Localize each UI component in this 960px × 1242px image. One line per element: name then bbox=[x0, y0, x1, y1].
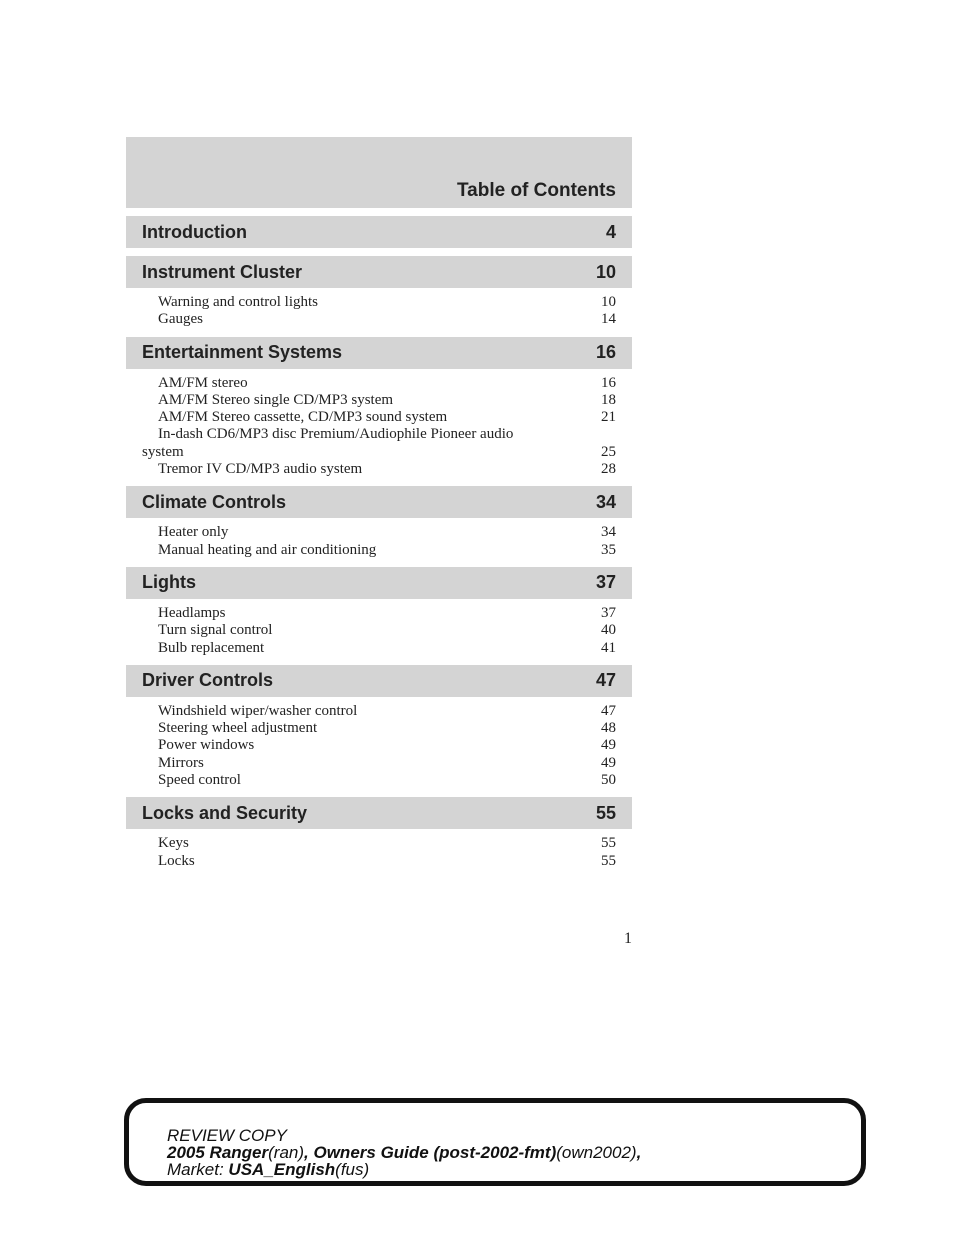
toc-entry[interactable] bbox=[158, 772, 616, 789]
toc-entry-page: 14 bbox=[601, 311, 616, 328]
toc-entry-label: Gauges bbox=[158, 311, 203, 328]
toc-section-page: 16 bbox=[595, 342, 616, 363]
toc-entries bbox=[126, 518, 632, 559]
toc-entry-label: Steering wheel adjustment bbox=[158, 720, 318, 737]
toc-section-header[interactable] bbox=[126, 567, 632, 599]
table-of-contents bbox=[126, 137, 632, 870]
review-market-code: (fus) bbox=[335, 1160, 370, 1179]
toc-entry-label: Keys bbox=[158, 835, 189, 852]
toc-entries bbox=[126, 288, 632, 329]
toc-section-title: Climate Controls bbox=[142, 491, 287, 512]
review-model-code: (ran) bbox=[268, 1143, 305, 1162]
toc-entry-label: Tremor IV CD/MP3 audio system bbox=[158, 461, 363, 478]
toc-entry-continued[interactable] bbox=[142, 444, 616, 461]
toc-entry[interactable] bbox=[158, 524, 616, 541]
toc-entry[interactable] bbox=[158, 409, 616, 426]
toc-entry[interactable] bbox=[158, 605, 616, 622]
toc-entry-label: Locks bbox=[158, 852, 195, 869]
review-sep2: , bbox=[636, 1143, 642, 1162]
toc-entry-page: 10 bbox=[601, 294, 616, 310]
toc-entries bbox=[126, 829, 632, 870]
toc-entry[interactable] bbox=[158, 311, 616, 328]
toc-section-page: 34 bbox=[595, 491, 616, 512]
toc-section-title: Entertainment Systems bbox=[142, 342, 343, 363]
toc-entries bbox=[126, 697, 632, 789]
toc-sections bbox=[126, 216, 632, 870]
toc-entry-page: 47 bbox=[601, 702, 616, 719]
toc-entry[interactable] bbox=[158, 737, 616, 754]
toc-entry-page: 55 bbox=[601, 852, 616, 869]
toc-section-page: 55 bbox=[595, 802, 616, 823]
review-model-line bbox=[167, 1144, 641, 1161]
toc-entry-page: 49 bbox=[601, 754, 616, 771]
toc-entries bbox=[126, 599, 632, 657]
toc-section bbox=[126, 486, 632, 559]
toc-entry[interactable] bbox=[158, 426, 616, 443]
review-guide-code: (own2002) bbox=[556, 1143, 637, 1162]
toc-entry-page: 37 bbox=[601, 604, 616, 621]
toc-entry-label-continued: system bbox=[142, 443, 184, 460]
toc-section-title: Introduction bbox=[142, 221, 247, 242]
page-title: Table of Contents bbox=[456, 180, 616, 201]
toc-entry[interactable] bbox=[158, 835, 616, 852]
review-copy-box bbox=[124, 1098, 866, 1186]
toc-entry-label: AM/FM Stereo cassette, CD/MP3 sound system bbox=[158, 409, 448, 426]
toc-entry[interactable] bbox=[158, 392, 616, 409]
toc-section-header[interactable] bbox=[126, 337, 632, 369]
review-model: 2005 Ranger bbox=[167, 1143, 269, 1162]
toc-section-header[interactable] bbox=[126, 797, 632, 829]
toc-section-title: Lights bbox=[142, 572, 196, 593]
toc-entry-label: In-dash CD6/MP3 disc Premium/Audiophile Pioneer audio bbox=[158, 426, 514, 443]
toc-entry-page: 28 bbox=[601, 461, 616, 478]
toc-section bbox=[126, 337, 632, 479]
toc-entry-label: Bulb replacement bbox=[158, 639, 265, 656]
toc-entry-page: 55 bbox=[601, 835, 616, 852]
toc-entry[interactable] bbox=[158, 640, 616, 657]
toc-section-header[interactable] bbox=[126, 665, 632, 697]
toc-entry[interactable] bbox=[158, 294, 616, 311]
toc-entry-label: Turn signal control bbox=[158, 622, 273, 639]
toc-entry[interactable] bbox=[158, 375, 616, 392]
toc-section bbox=[126, 216, 632, 248]
toc-section bbox=[126, 797, 632, 870]
toc-entry-page: 41 bbox=[601, 639, 616, 656]
toc-section bbox=[126, 567, 632, 657]
toc-section-page: 4 bbox=[605, 221, 616, 242]
toc-entry[interactable] bbox=[158, 853, 616, 870]
toc-header bbox=[126, 137, 632, 208]
toc-entry-label: Heater only bbox=[158, 524, 229, 541]
review-copy-line: REVIEW COPY bbox=[167, 1126, 287, 1145]
page-number: 1 bbox=[624, 930, 632, 947]
toc-entry-label: Headlamps bbox=[158, 604, 226, 621]
toc-entry-label: Mirrors bbox=[158, 754, 204, 771]
toc-entry[interactable] bbox=[158, 622, 616, 639]
toc-section-page: 47 bbox=[595, 670, 616, 691]
review-market: USA_English bbox=[228, 1160, 336, 1179]
toc-section-title: Driver Controls bbox=[142, 670, 274, 691]
toc-entry-label: AM/FM stereo bbox=[158, 374, 248, 391]
toc-entry[interactable] bbox=[158, 703, 616, 720]
toc-entry-label: Windshield wiper/washer control bbox=[158, 702, 358, 719]
toc-entries bbox=[126, 369, 632, 479]
toc-section bbox=[126, 665, 632, 789]
toc-entry-page: 50 bbox=[601, 772, 616, 789]
toc-entry-page: 34 bbox=[601, 524, 616, 541]
toc-entry-page: 21 bbox=[601, 409, 616, 426]
toc-section-page: 10 bbox=[595, 261, 616, 282]
review-market-label: Market: bbox=[167, 1160, 224, 1179]
toc-entry-label: Manual heating and air conditioning bbox=[158, 541, 377, 558]
toc-entry-label: AM/FM Stereo single CD/MP3 system bbox=[158, 391, 394, 408]
toc-section-page: 37 bbox=[595, 572, 616, 593]
toc-entry[interactable] bbox=[158, 755, 616, 772]
toc-entry-page: 16 bbox=[601, 374, 616, 391]
toc-entry[interactable] bbox=[158, 720, 616, 737]
toc-entry-label: Speed control bbox=[158, 772, 241, 789]
toc-entry-page: 35 bbox=[601, 541, 616, 558]
toc-section-title: Instrument Cluster bbox=[142, 261, 303, 282]
toc-section bbox=[126, 256, 632, 329]
toc-entry[interactable] bbox=[158, 461, 616, 478]
toc-entry-page: 49 bbox=[601, 737, 616, 754]
toc-section-title: Locks and Security bbox=[142, 802, 308, 823]
toc-entry-label: Power windows bbox=[158, 737, 255, 754]
toc-entry-page: 18 bbox=[601, 391, 616, 408]
toc-entry-page: 25 bbox=[601, 443, 616, 460]
toc-entry-label: Warning and control lights bbox=[158, 294, 319, 310]
toc-section-header[interactable] bbox=[126, 216, 632, 248]
toc-section-header[interactable] bbox=[126, 256, 632, 288]
review-market-line bbox=[167, 1161, 641, 1178]
toc-section-header[interactable] bbox=[126, 486, 632, 518]
review-sep1: , bbox=[304, 1143, 314, 1162]
review-copy-text bbox=[167, 1127, 641, 1178]
toc-entry-page: 40 bbox=[601, 622, 616, 639]
toc-entry-page: 48 bbox=[601, 720, 616, 737]
toc-entry[interactable] bbox=[158, 542, 616, 559]
review-guide: Owners Guide (post-2002-fmt) bbox=[313, 1143, 557, 1162]
